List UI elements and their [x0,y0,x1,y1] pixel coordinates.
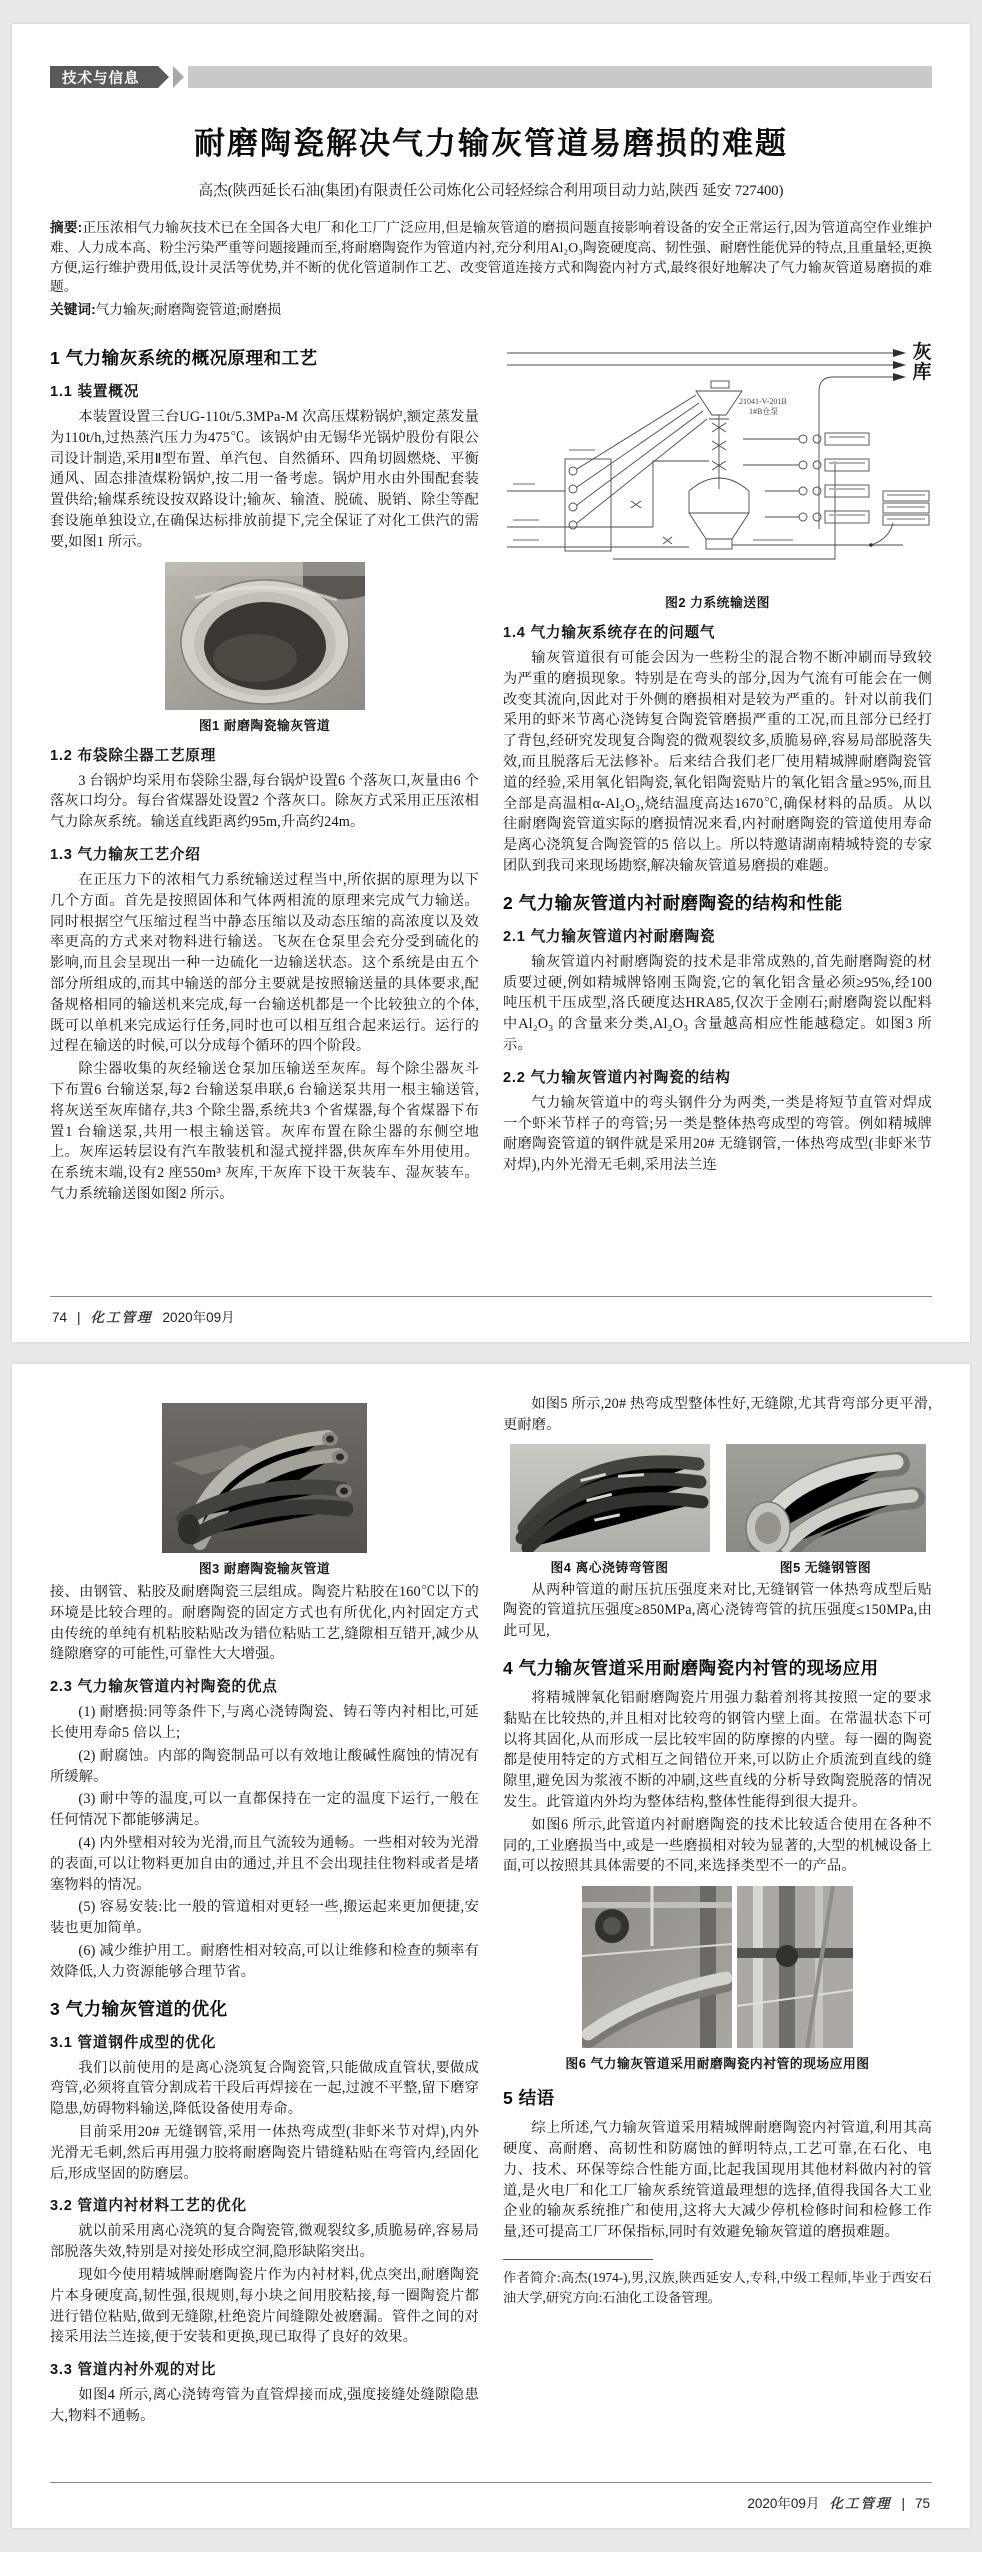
subsection-heading: 3.2 管道内衬材料工艺的优化 [50,2198,247,2215]
abstract [50,218,932,297]
section-heading: 4 气力输灰管道采用耐磨陶瓷内衬管的现场应用 [503,1657,879,1678]
figure-fig6 [503,1886,932,2072]
paragraph: 3 台锅炉均采用布袋除尘器,每台锅炉设置6 个落灰口,灰量由6 个落灰口均分。每台省煤器处设置2 个落灰口。除灰方式采用正压浓相气力除灰系统。输送直线距离约95m,升高约24m。 [50,772,479,831]
paragraph: 从两种管道的耐压抗压强度来对比,无缝钢管一体热弯成型后贴陶瓷的管道抗压强度≥850MPa,离心浇铸弯管的抗压强度≤150MPa,由此可见, [503,1581,932,1640]
section-banner [50,66,932,88]
footer-journal-name: 化工管理 [829,2496,892,2511]
figure-row [503,1444,932,1576]
paragraph: 将精城牌氧化铝耐磨陶瓷片用强力黏着剂将其按照一定的要求黏贴在比较热的,并且相对比较弯的钢管内壁上面。在常温状态下可以将其固化,从而形成一层比较牢固的防摩擦的内壁。每一圈的陶瓷都是使用特定的方式相互之间错位开来,可以防止介质流到直线的缝隙里,避免因为浆液不断的冲刷,这些直线的分析导致陶瓷脱落的情况发生。此管道内外均为整体结构,整体性能得到很大提升。 [503,1689,932,1810]
abstract-label: 摘要: [50,220,83,235]
figure-fig3 [50,1403,479,1577]
paragraph: 我们以前使用的是离心浇筑复合陶瓷管,只能做成直管状,要做成弯管,必须将直管分割成若干段后再焊接在一起,过渡不平整,留下磨穿隐患,妨碍物料输送,降低设备使用寿命。 [50,2059,479,2118]
paragraph: 如图5 所示,20# 热弯成型整体性好,无缝隙,尤其背弯部分更平滑,更耐磨。 [503,1396,932,1433]
subsection-heading: 3.3 管道内衬外观的对比 [50,2362,217,2379]
figure-caption: 图2 力系统输送图 [665,594,770,610]
banner-arrow-icon [158,66,169,88]
section-heading: 5 结语 [503,2088,555,2109]
paragraph: 现如今使用精城牌耐磨陶瓷片作为内衬材料,优点突出,耐磨陶瓷片本身硬度高,韧性强,很规则,每小块之间用胶粘接,每一圈陶瓷片都进行错位粘贴,做到无缝隙,杜绝瓷片间缝隙处被磨漏。管件之间的对接采用法兰连接,便于安装和更换,现已取得了良好的效果。 [50,2266,479,2346]
keywords-text: 气力输灰;耐磨陶瓷管道;耐磨损 [95,302,282,318]
figure-photo [165,562,365,710]
figure-caption: 图1 耐磨陶瓷输灰管道 [198,717,331,733]
subsection-heading: 2.1 气力输灰管道内衬耐磨陶瓷 [503,928,716,945]
figure-photo [726,1444,926,1552]
paragraph: 就以前采用离心浇筑的复合陶瓷管,微观裂纹多,质脆易碎,容易局部脱落失效,特别是对接处形成空洞,隐形缺陷突出。 [50,2223,479,2261]
paragraph: (2) 耐腐蚀。内部的陶瓷制品可以有效地让酸碱性腐蚀的情况有所缓解。 [50,1747,479,1785]
subsection-heading: 3.1 管道钢件成型的优化 [50,2034,217,2051]
page-footer [50,1296,932,1326]
section-heading: 3 气力输灰管道的优化 [50,1998,228,2019]
paragraph: 在正压力下的浓相气力系统输送过程当中,所依据的原理为以下几个方面。首先是按照固体和气体两相流的原理来完成气力输送。同时根据空气压缩过程当中静态压缩以及动态压缩的高浓度以及效率更高的方式来对物料进行输送。飞灰在仓泵里会充分受到硫化的影响,而且会呈现出一种一边硫化一边输送状态。这个系统是由五个部分所组成的,而其中输送的部分主要就是按照输送量的具体要求,配备规格相同的输送机来完成,每一台输送机都是一个比较独立的个体,既可以单机来完成运行任务,同时也可以相互组合起来运行。运行的过程在输送的时候,可以分成每个循环的四个阶段。 [50,871,479,1055]
footer-date: 2020年09月 [747,2496,820,2511]
subsection-heading: 1.4 气力输灰系统存在的问题气 [503,624,716,641]
column-right [503,332,932,1296]
figure-caption: 图5 无缝钢管图 [779,1559,872,1575]
footer-page-number: 75 [914,2496,930,2511]
footer-journal-name: 化工管理 [90,1310,153,1325]
paragraph: 本装置设置三台UG-110t/5.3MPa-M 次高压煤粉锅炉,额定蒸发量为110t/h,过热蒸汽压力为475℃。该锅炉由无锡华光锅炉股份有限公司设计制造,采用Ⅱ型布置、单汽包、自然循环、四角切圆燃烧、平衡通风、固态排渣煤粉锅炉,按二用一备考虑。锅炉用水由外围配套装置供给;输煤系统设按双路设计;输灰、输渣、脱硫、脱销、除尘等配套设施单独设立,在确保达标排放前提下,完全保证了对化工供汽的需要,如图1 所示。 [50,408,479,550]
column-left [50,1394,479,2482]
abstract-text: 正压浓相气力输灰技术已在全国各大电厂和化工厂广泛应用,但是输灰管道的磨损问题直接影响着设备的安全正常运行,因为管道高空作业维护难、人力成本高、粉尘污染严重等问题接踵而至,将耐磨陶瓷作为管道内衬,充分利用Al₂O₃陶瓷硬度高、韧性强、耐磨性能优异的特点,且重量轻,更换方便,运行维护费用低,设计灵活等优势,并不断的优化管道制作工艺、改变管道连接方式和陶瓷内衬方式,最终很好地解决了气力输灰管道易磨损的难题。 [50,220,933,295]
paragraph: 如图4 所示,离心浇铸弯管为直管焊接而成,强度接缝处缝隙隐患大,物料不通畅。 [50,2387,479,2424]
keywords [50,300,932,320]
figure-caption: 图3 耐磨陶瓷输灰管道 [198,1561,331,1576]
subsection-heading: 1.1 装置概况 [50,383,140,400]
paragraph: 气力输灰管道中的弯头钢件分为两类,一类是将短节直管对焊成一个虾米节样子的弯管;另一类是整体热弯成型的弯管。例如精城牌耐磨陶瓷管道的钢件就是采用20# 无缝钢管,一体热弯成型(非虾米节对焊),内外光滑无毛刺,采用法兰连 [503,1094,932,1174]
footer-separator: | [901,2496,905,2511]
paragraph: 目前采用20# 无缝钢管,采用一体热弯成型(非虾米节对焊),内外光滑无毛刺,然后再用强力胶将耐磨陶瓷片错缝粘贴在弯管内,经固化后,形成坚固的防磨层。 [50,2123,479,2182]
paragraph: (3) 耐中等的温度,可以一直都保持在一定的温度下运行,一般在任何情况下都能够满足。 [50,1791,479,1829]
footer-page-number: 74 [52,1310,68,1325]
figure-fig4 [510,1444,710,1576]
figure-caption: 图6 气力输灰管道采用耐磨陶瓷内衬管的现场应用图 [565,2056,870,2072]
footer-date: 2020年09月 [162,1310,235,1325]
paragraph: 输灰管道很有可能会因为一些粉尘的混合物不断冲刷而导致较为严重的磨损现象。特别是在弯头的部分,因为气流有可能会在一侧改变其流向,因此对于外侧的磨损相对是较为严重的。针对以前我们采用的虾米节离心浇铸复合陶瓷管磨损严重的工况,而且部分已经打了背包,经研究发现复合陶瓷的微观裂纹多,质脆易碎,容易局部脱落失效,而且脱落后无法修补。后来结合我们老厂使用精城牌耐磨陶瓷管道的经验,采用氧化铝陶瓷,氧化铝陶瓷贴片的氧化铝含量≥95%,而且全部是高温相α-Al₂O₃,烧结温度高达1670℃,确保材料的品质。从以往耐磨陶瓷管道实际的磨损情况来看,内衬耐磨陶瓷的管道使用寿命是离心浇筑复合陶瓷管的5 倍以上。所以特邀请湖南精城特瓷的专家团队到我司来现场勘察,解决输灰管道易磨损的难题。 [503,649,932,874]
figure-photo-pair [503,1886,932,2048]
footer-separator: | [77,1310,81,1325]
banner-bar [188,66,933,88]
paragraph: (5) 容易安装:比一般的管道相对更轻一些,搬运起来更加便捷,安装也更加简单。 [50,1899,479,1937]
figure-photo [162,1403,367,1553]
site-photo-right [737,1886,853,2048]
section-heading: 1 气力输灰系统的概况原理和工艺 [50,347,318,368]
vessel-name-label: 1#B仓泵 [749,406,779,416]
section-heading: 2 气力输灰管道内衬耐磨陶瓷的结构和性能 [503,892,843,913]
pneumatic-conveying-diagram [503,341,932,587]
column-right [503,1394,932,2482]
subsection-heading: 1.2 布袋除尘器工艺原理 [50,747,217,764]
figure-fig2 [503,341,932,611]
paragraph: 输灰管道内衬耐磨陶瓷的技术是非常成熟的,首先耐磨陶瓷的材质要过硬,例如精城牌铬刚玉陶瓷,它的氧化铝含量必须≥95%,经100 吨压机干压成型,洛氏硬度达HRA85,仅次于金刚石;耐磨陶瓷以配料中Al₂O₃ 的含量来分类,Al₂O₃ 含量越高相应性能越稳定。如图3 所示。 [503,953,932,1053]
figure-photo [510,1444,710,1552]
paragraph: (6) 减少维护用工。耐磨性相对较高,可以让维修和检查的频率有效降低,人力资源能够合理节省。 [50,1942,479,1980]
article-title: 耐磨陶瓷解决气力输灰管道易磨损的难题 [194,126,788,161]
column-left [50,332,479,1296]
paragraph: (1) 耐磨损:同等条件下,与离心浇铸陶瓷、铸石等内衬相比,可延长使用寿命5 倍以上; [50,1704,479,1741]
paragraph: 综上所述,气力输灰管道采用精城牌耐磨陶瓷内衬管道,利用其高硬度、高耐磨、高韧性和防腐蚀的鲜明特点,工艺可靠,在石化、电力、技术、环保等综合性能方面,比起我国现用其他材料做内衬的管道,是火电厂和化工厂输灰系统管道最理想的选择,值得我国各大工业企业的输灰系统推广和使用,这将大大减少停机检修时间和检修工作量,还可提高工厂环保指标,同时有效避免输灰管道的磨损难题。 [503,2120,932,2241]
figure-caption: 图4 离心浇铸弯管图 [550,1559,669,1575]
figure-fig5 [726,1444,926,1576]
section-banner-label: 技术与信息 [50,66,158,88]
vessel-tag-label: 21041-V-201B [739,396,787,406]
banner-chevron-icon [173,66,184,88]
page-footer [50,2482,932,2512]
keywords-label: 关键词: [50,302,96,318]
ash-silo-label: 灰库 [912,341,932,383]
two-column-body [50,332,932,1296]
paragraph: 接、由钢管、粘胶及耐磨陶瓷三层组成。陶瓷片粘胶在160℃以下的环境是比较合理的。耐磨陶瓷的固定方式也有所优化,内衬固定方式由传统的单纯有机粘胶粘贴改为错位粘贴工艺,缝隙相互错开,减少从缝隙磨穿的可能性,可靠性大大增强。 [50,1584,479,1663]
author-line: 高杰(陕西延长石油(集团)有限责任公司炼化公司轻烃综合利用项目动力站,陕西 延安 727400) [198,183,784,199]
site-photo-left [582,1886,732,2048]
paragraph: 除尘器收集的灰经输送仓泵加压输送至灰库。每个除尘器灰斗下布置6 台输送泵,每2 台输送泵串联,6 台输送泵共用一根主输送管,将灰送至灰库储存,共3 个除尘器,系统共3 个省煤器,每个省煤器下布置1 台输送泵,共用一根主输送管。灰库布置在除尘器的东侧空地上。灰库运转层设有汽车散装机和湿式搅拌器,供灰库车外用使用。在系统末端,设有2 座550m³ 灰库,干灰库下设干灰装车、湿灰装车。气力系统输送图如图2 所示。 [50,1061,479,1202]
paragraph: 如图6 所示,此管道内衬耐磨陶瓷的技术比较适合使用在各种不同的,工业磨损当中,或是一些磨损相对较为显著的,大型的机械设备上面,可以按照其具体需要的不同,来选择类型不一的产品。 [503,1816,932,1875]
author-bio: 作者简介:高杰(1974-),男,汉族,陕西延安人,专科,中级工程师,毕业于西安石油大学,研究方向:石油化工设备管理。 [503,2259,932,2307]
subsection-heading: 2.2 气力输灰管道内衬陶瓷的结构 [503,1069,731,1086]
subsection-heading: 1.3 气力输灰工艺介绍 [50,846,201,863]
page-1 [12,24,970,1342]
subsection-heading: 2.3 气力输灰管道内衬陶瓷的优点 [50,1679,278,1696]
two-column-body [50,1394,932,2482]
figure-fig1 [50,562,479,734]
page-2 [12,1364,970,2528]
paragraph: (4) 内外壁相对较为光滑,而且气流较为通畅。一些相对较为光滑的表面,可以让物料更加自由的通过,并且不会出现挂住物料或者是堵塞物料的情况。 [50,1834,479,1893]
